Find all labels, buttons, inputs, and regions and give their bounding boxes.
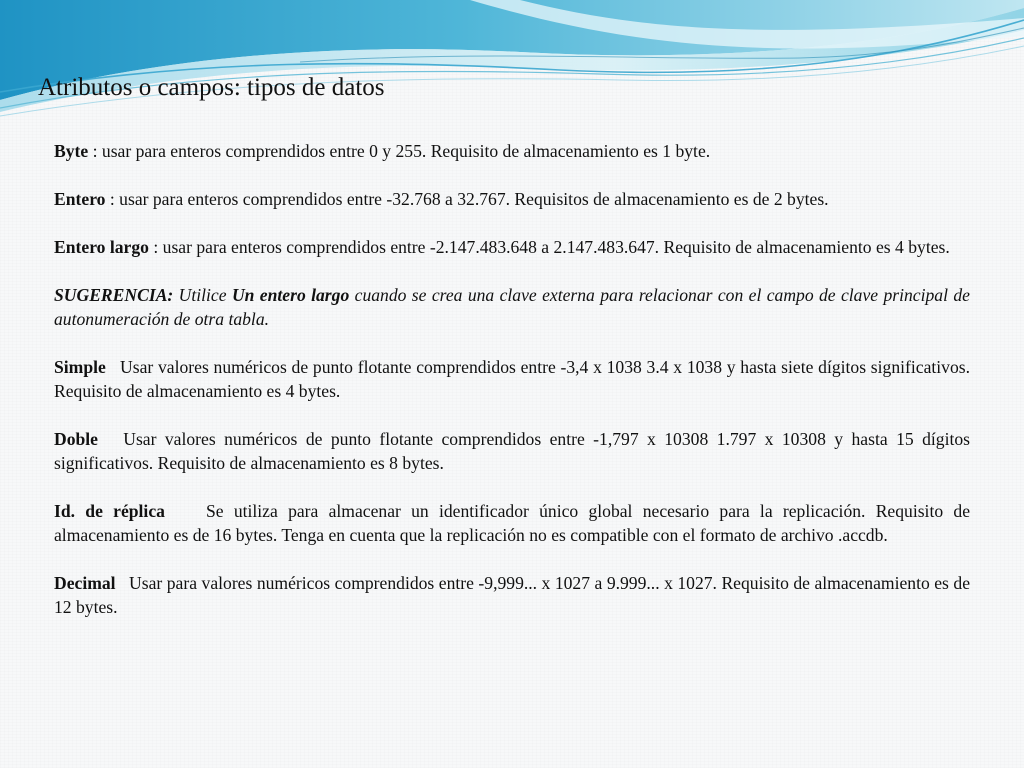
definition-id-replica xyxy=(54,499,970,547)
description-simple: Usar valores numéricos de punto flotante comprendidos entre -3,4 x 1038 3.4 x 1038 y hasta siete dígitos significativos. Requisito de almacenamiento es 4 bytes. xyxy=(54,357,970,401)
suggestion-label: SUGERENCIA: xyxy=(54,285,174,305)
definition-entero: Entero : usar para enteros comprendidos entre -32.768 a 32.767. Requisitos de almacenamiento es de 2 bytes. xyxy=(54,189,829,209)
description-doble: Usar valores numéricos de punto flotante comprendidos entre -1,797 x 10308 1.797 x 10308 y hasta 15 dígitos significativos. Requisito de almacenamiento es 8 bytes. xyxy=(54,429,970,473)
description-id-replica: Se utiliza para almacenar un identificador único global necesario para la replicación. Requisito de almacenamiento es de 16 bytes. Tenga en cuenta que la replicación no es compatible con el formato de archivo .accdb. xyxy=(54,501,971,545)
term-byte: Byte xyxy=(54,141,89,161)
description-entero: usar para enteros comprendidos entre -32.768 a 32.767. Requisitos de almacenamiento es de 2 bytes. xyxy=(119,189,829,209)
suggestion-emphasis: Un entero largo xyxy=(231,285,350,305)
suggestion-note: SUGERENCIA: Utilice Un entero largo cuando se crea una clave externa para relacionar con el campo de clave principal de autonumeración de otra tabla. xyxy=(54,285,970,329)
description-decimal: Usar para valores numéricos comprendidos entre -9,999... x 1027 a 9.999... x 1027. Requisito de almacenamiento es de 12 bytes. xyxy=(54,573,971,617)
slide-title: Atributos o campos: tipos de datos xyxy=(38,74,385,101)
header-wave-decoration xyxy=(0,0,1024,130)
description-byte: usar para enteros comprendidos entre 0 y 255. Requisito de almacenamiento es 1 byte. xyxy=(101,141,711,161)
description-entero-largo: usar para enteros comprendidos entre -2.147.483.648 a 2.147.483.647. Requisito de almacenamiento es 4 bytes. xyxy=(162,237,950,257)
term-decimal: Decimal xyxy=(54,573,116,593)
content-body xyxy=(54,139,970,619)
definition-entero-largo: Entero largo : usar para enteros comprendidos entre -2.147.483.648 a 2.147.483.647. Requisito de almacenamiento es 4 bytes. xyxy=(54,237,950,257)
term-id-replica: Id. de réplica xyxy=(54,501,165,521)
term-entero-largo: Entero largo xyxy=(54,237,149,257)
term-simple: Simple xyxy=(54,357,106,377)
definition-decimal xyxy=(54,571,970,619)
definition-doble xyxy=(54,427,970,475)
suggestion-text: cuando se crea una clave externa para relacionar con el campo de clave principal de autonumeración de otra tabla. xyxy=(54,285,970,329)
definition-byte: Byte : usar para enteros comprendidos entre 0 y 255. Requisito de almacenamiento es 1 byte. xyxy=(54,141,711,161)
term-doble: Doble xyxy=(54,429,98,449)
definition-simple xyxy=(54,355,970,403)
term-entero: Entero xyxy=(54,189,106,209)
